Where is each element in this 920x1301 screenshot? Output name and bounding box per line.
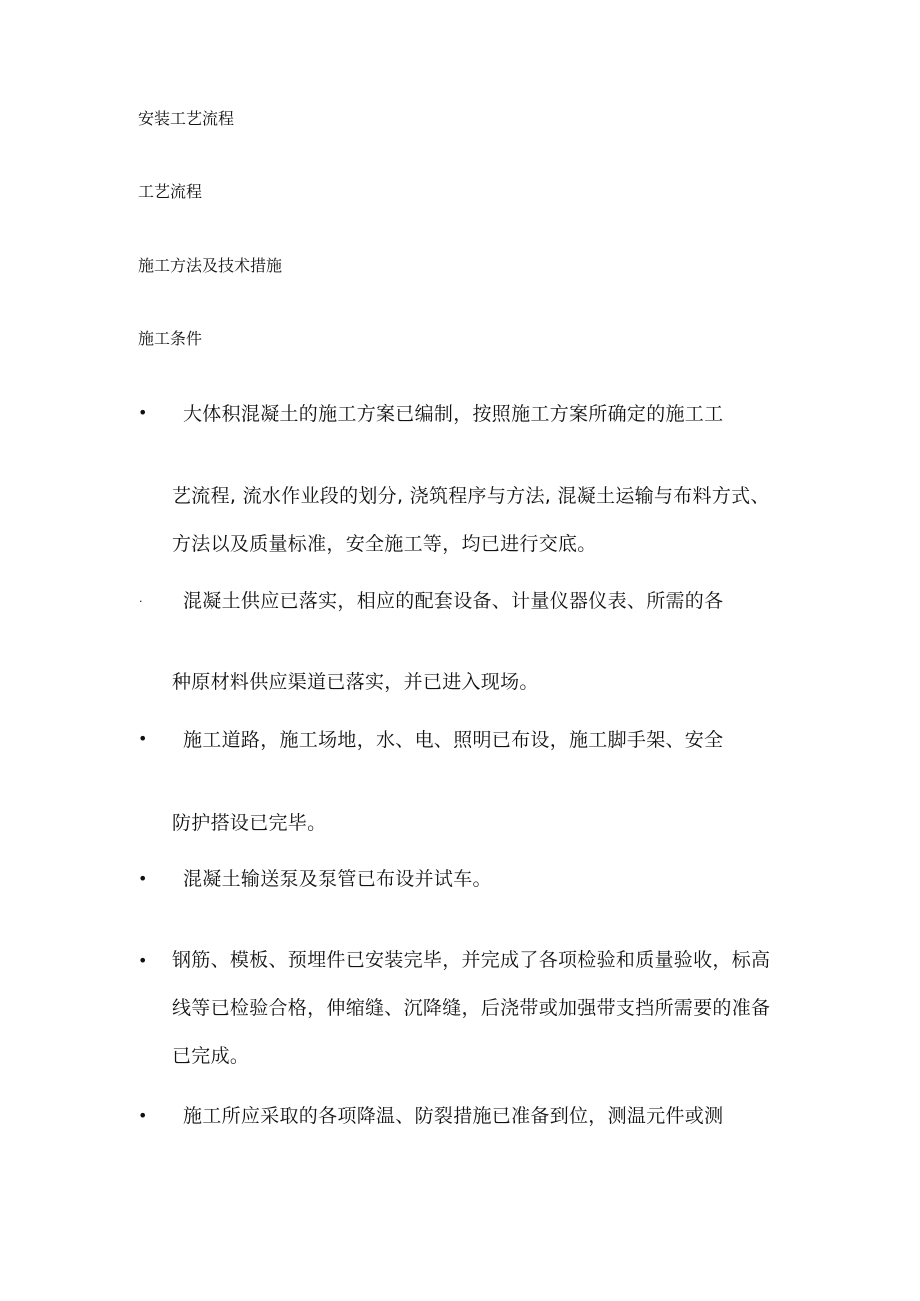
bullet-icon: •: [138, 403, 148, 422]
heading-construction-conditions: 施工条件: [138, 329, 203, 348]
list-item-text: 施工所应采取的各项降温、防裂措施已准备到位，测温元件或测: [183, 1105, 724, 1127]
list-item-text: 大体积混凝土的施工方案已编制，按照施工方案所确定的施工工: [183, 403, 724, 425]
heading-process-flow: 工艺流程: [138, 182, 203, 201]
list-item-text: 已完成。: [172, 1045, 250, 1067]
list-item-text: 混凝土输送泵及泵管已布设并试车。: [183, 868, 492, 890]
list-item-text: 钢筋、模板、预埋件已安装完毕，并完成了各项检验和质量验收，标高: [172, 949, 771, 971]
list-item-text: 艺流程, 流水作业段的划分, 浇筑程序与方法, 混凝土运输与布料方式、: [172, 485, 770, 507]
list-item-text: 混凝土供应已落实，相应的配套设备、计量仪器仪表、所需的各: [183, 590, 724, 612]
bullet-icon: •: [138, 729, 148, 748]
bullet-icon: •: [138, 951, 148, 970]
list-item-text: 线等已检验合格，伸缩缝、沉降缝，后浇带或加强带支挡所需要的准备: [172, 997, 771, 1019]
heading-installation-process: 安装工艺流程: [138, 109, 235, 128]
bullet-icon: •: [138, 869, 148, 888]
heading-construction-methods: 施工方法及技术措施: [138, 256, 283, 275]
bullet-icon: •: [138, 1106, 148, 1125]
list-item-text: 防护搭设已完毕。: [172, 812, 327, 834]
list-item-text: 施工道路，施工场地，水、电、照明已布设，施工脚手架、安全: [183, 729, 724, 751]
list-item-text: 方法以及质量标准，安全施工等，均已进行交底。: [172, 533, 597, 555]
list-item-text: 种原材料供应渠道已落实，并已进入现场。: [172, 671, 539, 693]
bullet-icon: ·: [139, 595, 143, 608]
